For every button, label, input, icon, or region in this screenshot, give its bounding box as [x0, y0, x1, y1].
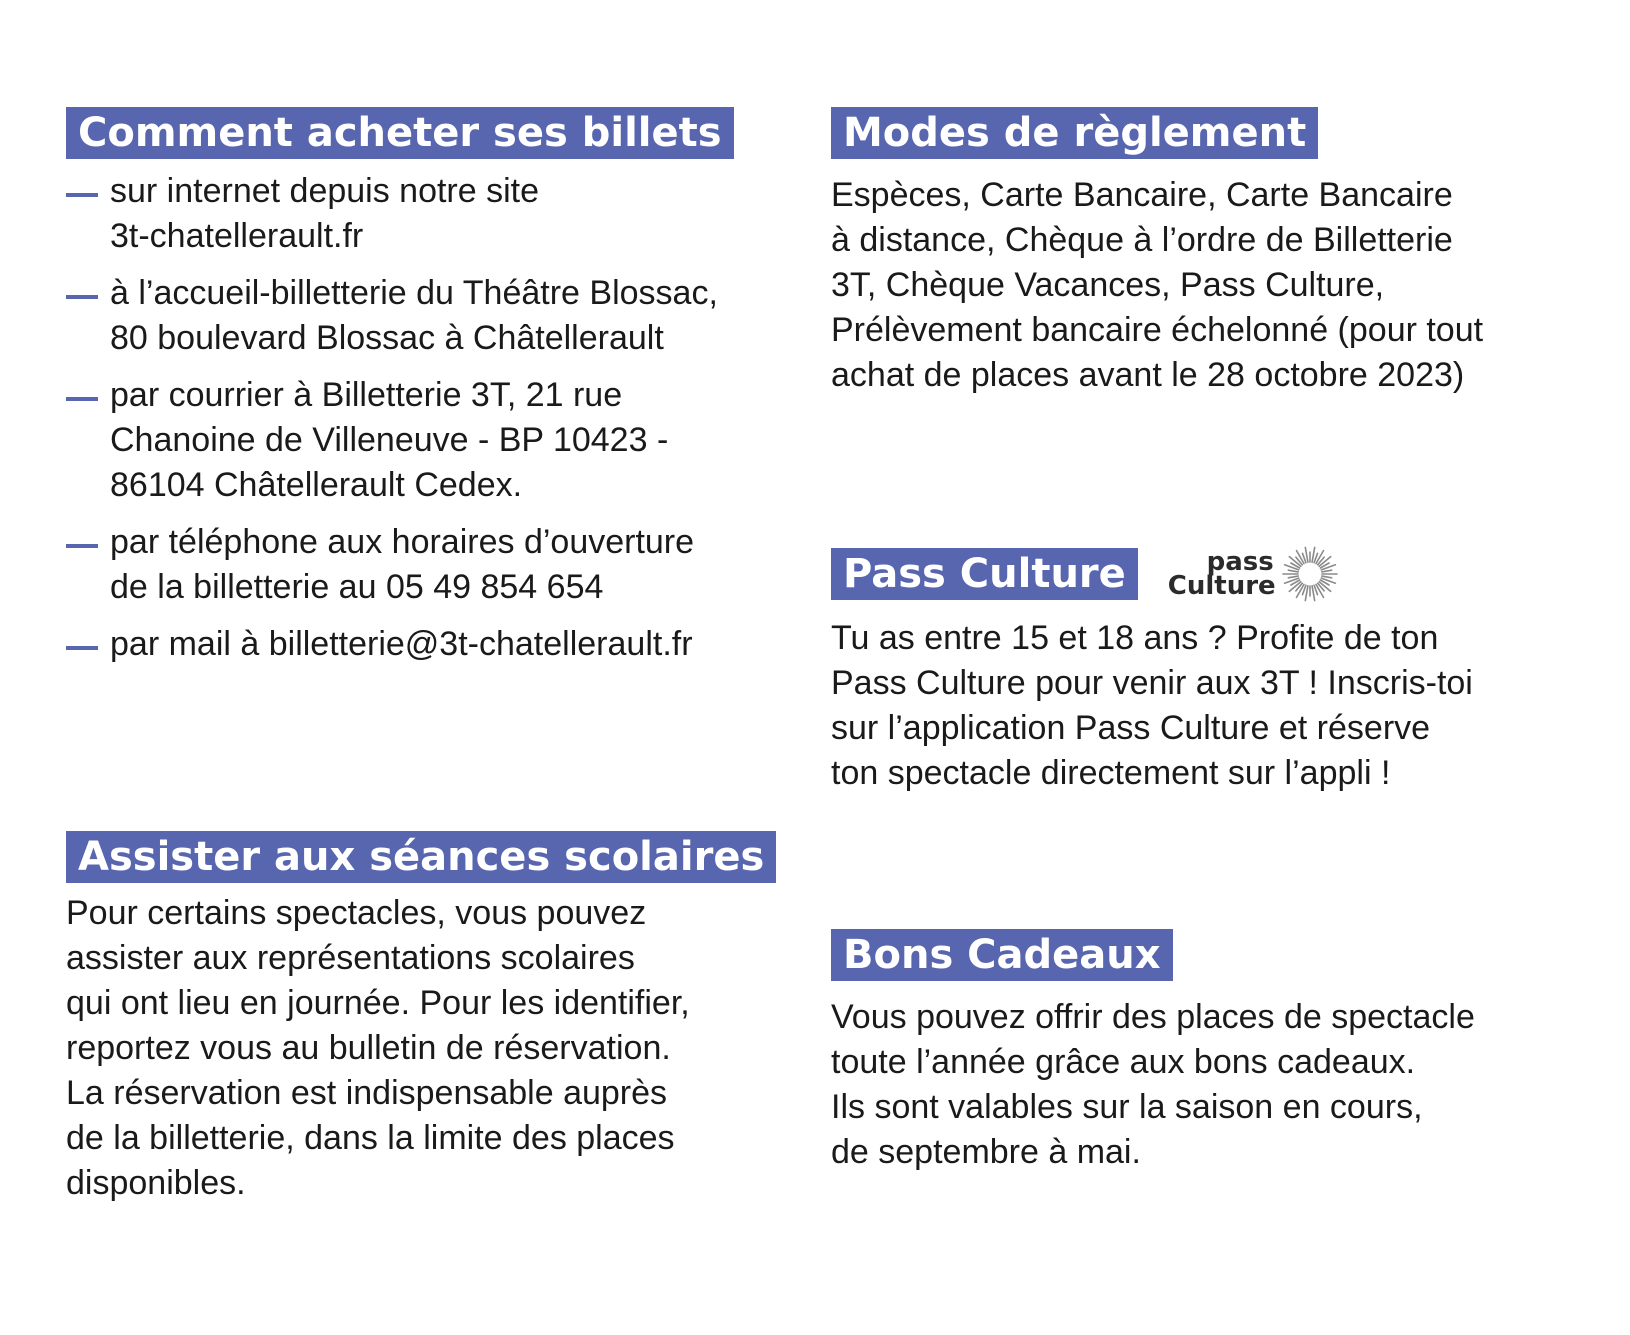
email-link[interactable]: par mail à billetterie@3t-chatellerault.fr [110, 625, 693, 663]
payment-text: Espèces, Carte Bancaire, Carte Bancaire à distance, Chèque à l’ordre de Billetterie 3T, Chèque Vacances, Pass Culture, Prélèvement bancaire échelonné (pour tout achat de places avant le 28 octobre 2023) [831, 176, 1484, 394]
dash-bullet [66, 397, 98, 401]
pass-culture-text: Tu as entre 15 et 18 ans ? Profite de ton Pass Culture pour venir aux 3T ! Inscris-toi sur l’application Pass Culture et réserve ton spectacle directement sur l’appli ! [831, 619, 1473, 792]
list-item [66, 622, 786, 667]
gift-text: Vous pouvez offrir des places de spectacle toute l’année grâce aux bons cadeaux. Ils sont valables sur la saison en cours, de septembre à mai. [831, 998, 1475, 1171]
gift-heading: Bons Cadeaux [831, 929, 1173, 981]
gift-section [831, 929, 1611, 1175]
pass-culture-heading: Pass Culture [831, 548, 1138, 600]
list-item: par téléphone aux horaires d’ouverture de la billetterie au 05 49 854 654 [66, 520, 786, 610]
school-heading: Assister aux séances scolaires [66, 831, 776, 883]
buy-heading: Comment acheter ses billets [66, 107, 734, 159]
buy-list [66, 169, 786, 667]
payment-section [831, 107, 1611, 398]
website-link[interactable]: 3t-chatellerault.fr [110, 217, 364, 255]
list-item: sur internet depuis notre site 3t-chatellerault.fr [66, 169, 786, 259]
pass-culture-logo: pass Culture [1168, 544, 1340, 604]
school-section [66, 831, 786, 1206]
buy-section [66, 107, 786, 679]
dash-bullet [66, 544, 98, 548]
payment-heading: Modes de règlement [831, 107, 1318, 159]
list-item: à l’accueil-billetterie du Théâtre Blossac, 80 boulevard Blossac à Châtellerault [66, 271, 786, 361]
sunburst-icon [1280, 544, 1340, 604]
list-item: par courrier à Billetterie 3T, 21 rue Chanoine de Villeneuve - BP 10423 - 86104 Châtellerault Cedex. [66, 373, 786, 508]
dash-bullet [66, 295, 98, 299]
school-text: Pour certains spectacles, vous pouvez assister aux représentations scolaires qui ont lieu en journée. Pour les identifier, reportez vous au bulletin de réservation. La réservation est indispensable auprès de la billetterie, dans la limite des places disponibles. [66, 894, 690, 1202]
dash-bullet [66, 646, 98, 650]
dash-bullet [66, 193, 98, 197]
pass-culture-section [831, 544, 1611, 796]
